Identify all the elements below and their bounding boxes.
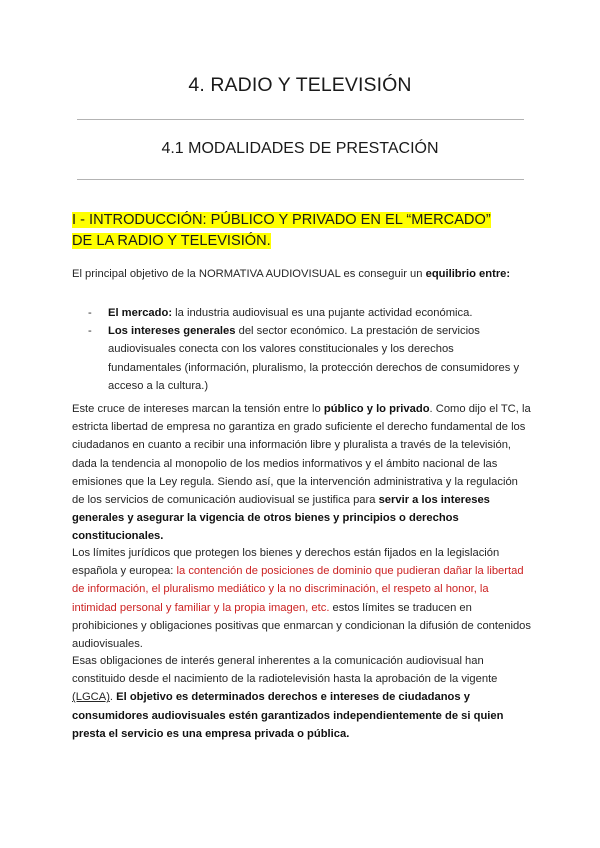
paragraph-underline: (LGCA) bbox=[72, 691, 110, 704]
paragraph-bold: servir a los intereses generales y asegurar la vigencia de otros bienes y principios o derechos constitucionales. bbox=[72, 494, 490, 543]
section-heading-line1: I - INTRODUCCIÓN: PÚBLICO Y PRIVADO EN EL “MERCADO” bbox=[72, 212, 491, 228]
section-heading bbox=[72, 210, 532, 252]
paragraph-legal-limits bbox=[72, 544, 532, 653]
paragraph-text: Los límites jurídicos que protegen los bienes y derechos están fijados en la legislación española y europea: bbox=[72, 547, 500, 578]
bullet-list bbox=[88, 304, 528, 395]
page-title: 4. RADIO Y TELEVISIÓN bbox=[188, 74, 412, 96]
list-item bbox=[88, 322, 528, 395]
bullet-text: la industria audiovisual es una pujante actividad económica. bbox=[172, 307, 473, 319]
bullet-dash: - bbox=[88, 325, 92, 338]
paragraph-bold: público y lo privado bbox=[323, 403, 430, 415]
divider-top bbox=[77, 119, 524, 120]
paragraph-text: Esas obligaciones de interés general inherentes a la comunicación audiovisual han constituido desde el nacimiento de la radiotelevisión hasta la aprobación de la vigente bbox=[72, 655, 498, 686]
paragraph-text: estos límites se traducen en prohibiciones y obligaciones positivas que enmarcan y condicionan la difusión de contenidos audiovisuales. bbox=[72, 601, 531, 651]
list-item bbox=[88, 304, 528, 322]
paragraph-text: . bbox=[109, 691, 117, 704]
bullet-bold: El mercado: bbox=[108, 307, 173, 319]
intro-paragraph bbox=[72, 265, 532, 283]
paragraph-obligations bbox=[72, 652, 532, 743]
bullet-bold: Los intereses generales bbox=[108, 325, 236, 338]
paragraph-text: Este cruce de intereses marcan la tensión entre lo bbox=[72, 403, 324, 415]
bullet-text: del sector económico. La prestación de servicios audiovisuales conecta con los valores constitucionales y los derechos fundamentales (información, pluralismo, la protección derechos de consumidores y acceso a la cultura.) bbox=[108, 325, 520, 392]
intro-text: El principal objetivo de la NORMATIVA AUDIOVISUAL es conseguir un bbox=[72, 268, 426, 280]
section-heading-line2: DE LA RADIO Y TELEVISIÓN. bbox=[72, 233, 271, 249]
paragraph-red-text: la contención de posiciones de dominio que pudieran dañar la libertad de información, el pluralismo mediático y la no discriminación, el respeto al honor, la intimidad personal y familiar y la propia imagen, etc. bbox=[72, 565, 524, 614]
paragraph-text: . Como dijo el TC, la estricta libertad de empresa no garantiza en grado suficiente el derecho fundamental de los ciudadanos en cuanto a recibir una información libre y pluralista a través de la televisión, dada la tendencia al monopolio de los medios informativos y el ámbito nacional de las emisiones que la Ley regula. Siendo así, que la intervención administrativa y la regulación de los servicios de comunicación audiovisual se justifica para bbox=[72, 403, 531, 507]
section-subtitle: 4.1 MODALIDADES DE PRESTACIÓN bbox=[161, 140, 439, 157]
bullet-dash: - bbox=[88, 307, 92, 319]
intro-bold: equilibrio entre: bbox=[425, 268, 511, 280]
divider-bottom bbox=[77, 179, 524, 180]
paragraph-bold: El objetivo es determinados derechos e intereses de ciudadanos y consumidores audiovisuales estén garantizados independientemente de si quien presta el servicio es una empresa privada o pública. bbox=[72, 691, 504, 740]
paragraph-public-private bbox=[72, 400, 532, 546]
